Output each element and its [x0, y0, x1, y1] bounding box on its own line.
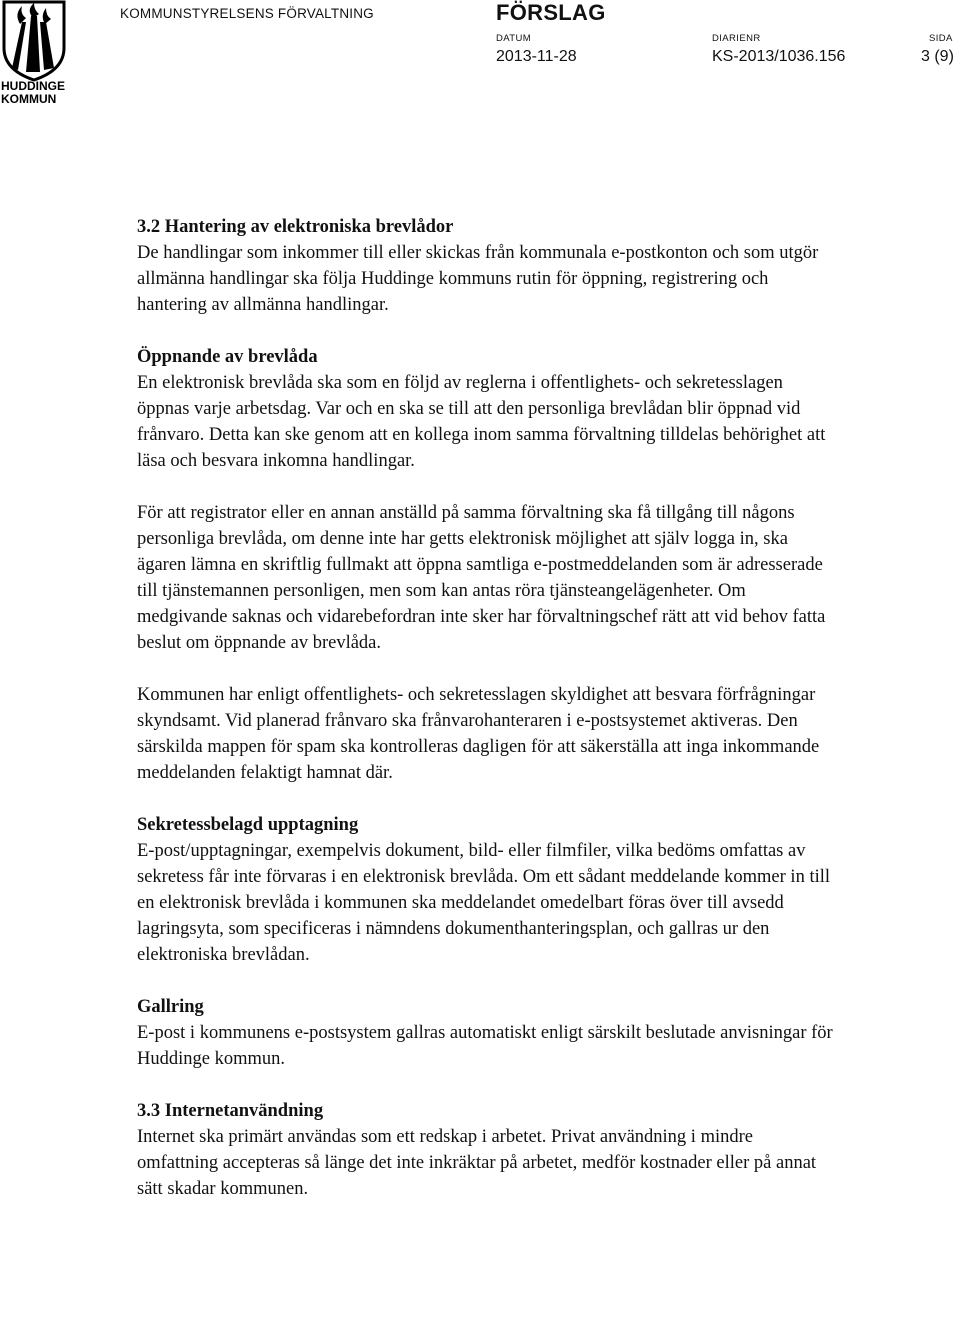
organization-name: KOMMUNSTYRELSENS FÖRVALTNING	[120, 6, 374, 21]
huddinge-logo	[0, 0, 70, 108]
heading-sekretess: Sekretessbelagd upptagning	[137, 815, 359, 835]
section-heading-3-2: 3.2 Hantering av elektroniska brevlådor	[137, 217, 454, 237]
logo-line-1: HUDDINGE	[1, 79, 66, 93]
logo-wordmark	[1, 80, 71, 106]
page-label: SIDA	[929, 33, 953, 44]
section-heading-3-3: 3.3 Internetanvändning	[137, 1101, 324, 1121]
registry-value: KS-2013/1036.156	[712, 48, 846, 65]
logo-line-2: KOMMUN	[1, 92, 57, 106]
document-type: FÖRSLAG	[496, 0, 606, 25]
page-value: 3 (9)	[921, 48, 954, 65]
gallring-paragraph: E-post i kommunens e-postsystem gallras automatiskt enligt särskilt beslutade anvisningar för Huddinge kommun.	[137, 1023, 833, 1069]
section-3-3-paragraph: Internet ska primärt användas som ett redskap i arbetet. Privat användning i mindre omfattning accepteras så länge det inte inkräktar på arbetet, medför kostnader eller på annat sätt skadar kommunen.	[137, 1127, 817, 1199]
oppnande-paragraph-2: För att registrator eller en annan anställd på samma förvaltning ska få tillgång till någons personliga brevlåda, om denne inte har getts elektronisk möjlighet att själv logga in, ska ägaren lämna en skriftlig fullmakt att öppna samtliga e-postmeddelanden som är adresserade till tjänstemannen personligen, men som kan antas röra tjänsteangelägenheter. Om medgivande saknas och vidarebefordran inte sker har förvaltningschef rätt att vid behov fatta beslut om öppnande av brevlåda.	[137, 503, 826, 653]
section-3-2-paragraph: De handlingar som inkommer till eller skickas från kommunala e-postkonton och som utgör allmänna handlingar ska följa Huddinge kommuns rutin för öppning, registrering och hantering av allmänna handlingar.	[137, 243, 819, 315]
oppnande-paragraph-1: En elektronisk brevlåda ska som en följd av reglerna i offentlighets- och sekretesslagen öppnas varje arbetsdag. Var och en ska se till att den personliga brevlådan blir öppnad vid frånvaro. Detta kan ske genom att en kollega inom samma förvaltning tilldelas behörighet att läsa och besvara inkomna handlingar.	[137, 373, 826, 471]
registry-label: DIARIENR	[712, 33, 761, 44]
coat-of-arms-icon	[0, 0, 70, 82]
heading-gallring: Gallring	[137, 997, 204, 1017]
oppnande-paragraph-3: Kommunen har enligt offentlighets- och sekretesslagen skyldighet att besvara förfrågningar skyndsamt. Vid planerad frånvaro ska frånvarohanteraren i e-postsystemet aktiveras. Den särskilda mappen för spam ska kontrolleras dagligen för att säkerställa att inga inkommande meddelanden felaktigt hamnat där.	[137, 685, 820, 783]
heading-oppnande: Öppnande av brevlåda	[137, 347, 318, 367]
document-body	[137, 214, 837, 1202]
sekretess-paragraph: E-post/upptagningar, exempelvis dokument, bild- eller filmfiler, vilka bedöms omfattas av sekretess får inte förvaras i en elektronisk brevlåda. Om ett sådant meddelande kommer in till en elektronisk brevlåda i kommunen ska meddelandet omedelbart föras över till avsedd lagringsyta, som specificeras i nämndens dokumenthanteringsplan, och gallras ur den elektroniska brevlådan.	[137, 841, 831, 965]
date-value: 2013-11-28	[496, 48, 577, 65]
date-label: DATUM	[496, 33, 532, 44]
